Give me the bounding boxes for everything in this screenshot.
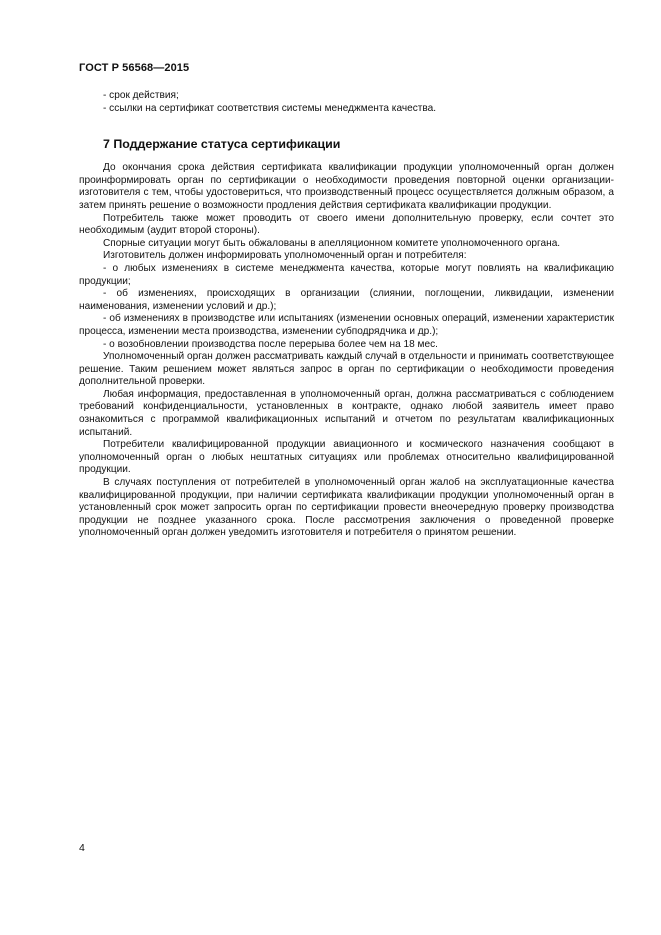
paragraph: Любая информация, предоставленная в уполномоченный орган, должна рассматриваться с соблюдением требований конфиденциальности, установленных в контракте, однако любой заявитель имеет право ознакомиться с программой квалификационных испытаний и отчетом по результатам квалификационных испытаний.: [79, 388, 614, 438]
page-number: 4: [79, 842, 85, 854]
list-item: - ссылки на сертификат соответствия системы менеджмента качества.: [103, 102, 437, 114]
list-item: - об изменениях, происходящих в организации (слиянии, поглощении, ликвидации, изменении наименования, изменении условий и др.);: [79, 288, 614, 312]
paragraph: Потребитель также может проводить от своего имени дополнительную проверку, если сочтет это необходимым (аудит второй стороны).: [79, 212, 614, 237]
document-header: ГОСТ Р 56568—2015: [79, 62, 190, 74]
paragraph: В случаях поступления от потребителей в уполномоченный орган жалоб на эксплуатационные качества квалифицированной продукции, при наличии сертификата квалификации продукции уполномоченный орган в установленный срок может запросить орган по сертификации провести внеочередную проверку производства продукции не позднее указанного срока. После рассмотрения заключения о проведенной проверке уполномоченный орган должен уведомить изготовителя и потребителя о принятом решении.: [79, 477, 614, 539]
paragraph: Спорные ситуации могут быть обжалованы в апелляционном комитете уполномоченного органа.: [103, 237, 561, 249]
list-item: - срок действия;: [103, 90, 179, 101]
list-item: - об изменениях в производстве или испытаниях (изменении основных операций, изменении характеристик процесса, изменении места производства, изменении субподрядчика и др.);: [79, 313, 614, 337]
paragraph: До окончания срока действия сертификата квалификации продукции уполномоченный орган должен проинформировать орган по сертификации о необходимости проведения повторной оценки организации-изготовителя с тем, чтобы удостовериться, что производственный процесс осуществляется должным образом, а затем принять решение о возможности продления действия сертификата квалификации продукции.: [79, 162, 614, 211]
paragraph: Уполномоченный орган должен рассматривать каждый случай в отдельности и принимать соответствующее решение. Таким решением может являться запрос в орган по сертификации о необходимости проведения дополнительной проверки.: [79, 351, 614, 388]
page-content: [79, 90, 614, 540]
list-item: - о возобновлении производства после перерыва более чем на 18 мес.: [103, 338, 438, 350]
paragraph: Изготовитель должен информировать уполномоченный орган и потребителя:: [103, 250, 467, 262]
list-item: - о любых изменениях в системе менеджмента качества, которые могут повлиять на квалификацию продукции;: [79, 262, 614, 287]
paragraph: Потребители квалифицированной продукции авиационного и космического назначения сообщают в уполномоченный орган о любых нештатных ситуациях или проблемах относительно квалифицированной продукции.: [79, 439, 614, 476]
section-title: 7 Поддержание статуса сертификации: [103, 137, 341, 152]
